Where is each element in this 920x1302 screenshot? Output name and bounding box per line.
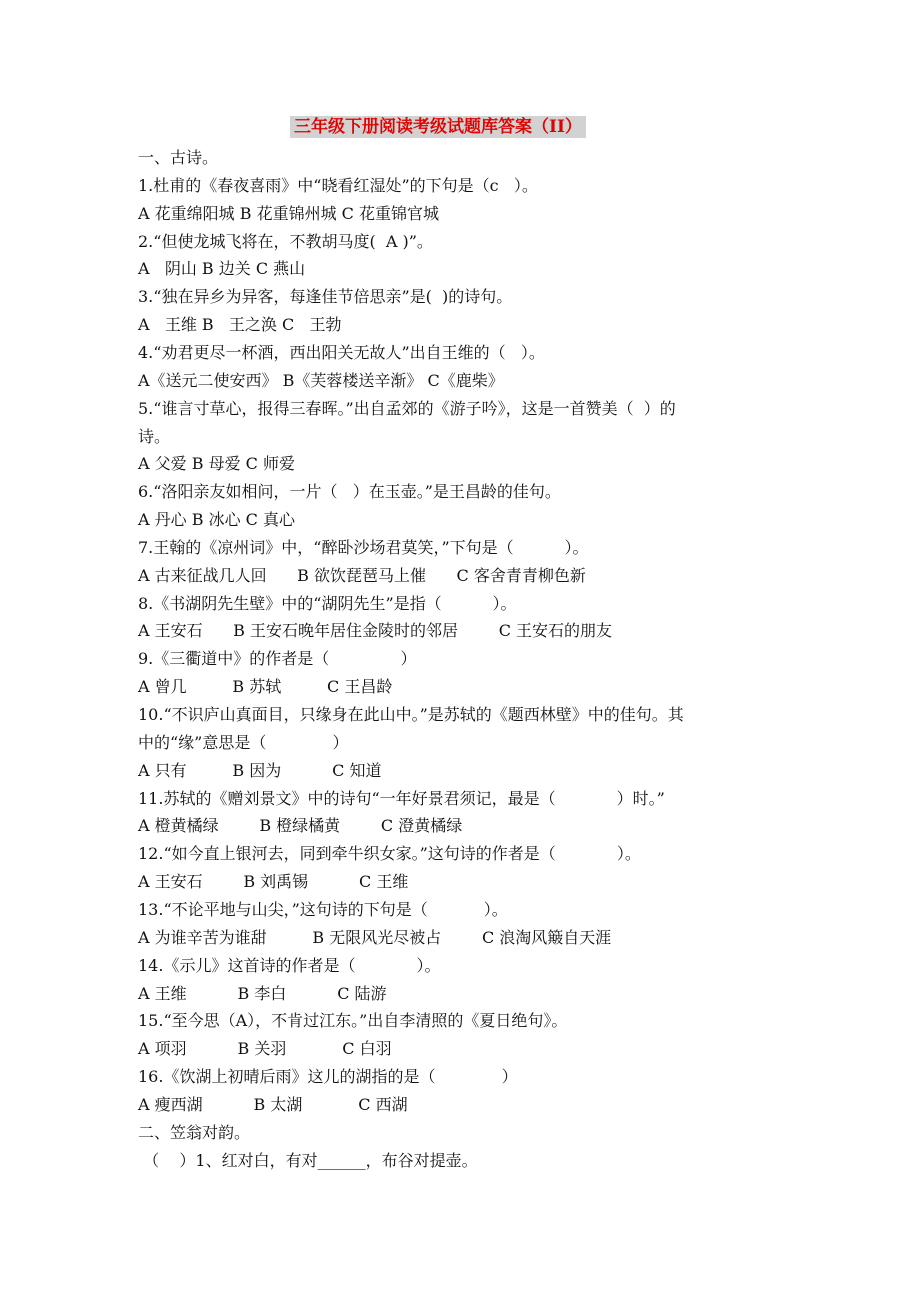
text-line: 16.《饮湖上初晴后雨》这儿的湖指的是（ ） xyxy=(138,1067,518,1087)
text-line: 诗。 xyxy=(138,426,171,446)
text-line: A 瘦西湖 B 太湖 C 西湖 xyxy=(138,1094,408,1114)
text-line: A 父爱 B 母爱 C 师爱 xyxy=(138,454,295,474)
text-line: A 为谁辛苦为谁甜 B 无限风光尽被占 C 浪淘风簸自天涯 xyxy=(138,927,612,947)
text-line: A 只有 B 因为 C 知道 xyxy=(138,760,382,780)
text-line: （ ）1、红对白，有对______，布谷对提壶。 xyxy=(138,1150,478,1170)
text-line: 10.“不识庐山真面目，只缘身在此山中。”是苏轼的《题西林壁》中的佳句。其 xyxy=(138,705,684,724)
text-line: 12.“如今直上银河去，同到牵牛织女家。”这句诗的作者是（ ）。 xyxy=(138,844,641,864)
text-line: 13.“不论平地与山尖，”这句诗的下句是（ ）。 xyxy=(138,899,508,919)
text-line: A 王安石 B 王安石晚年居住金陵时的邻居 C 王安石的朋友 xyxy=(138,621,613,641)
text-line: 9.《三衢道中》的作者是（ ） xyxy=(138,649,417,669)
text-line: A 丹心 B 冰心 C 真心 xyxy=(138,510,295,530)
text-line: A 王维 B 王之涣 C 王勃 xyxy=(138,315,342,335)
text-line: A 古来征战几人回 B 欲饮琵琶马上催 C 客舍青青柳色新 xyxy=(138,565,586,585)
text-line: A 阴山 B 边关 C 燕山 xyxy=(138,259,306,279)
text-line: A 王安石 B 刘禹锡 C 王维 xyxy=(138,872,409,892)
text-line: 二、笠翁对韵。 xyxy=(138,1122,251,1142)
text-line: 4.“劝君更尽一杯酒，西出阳关无故人”出自王维的（ ）。 xyxy=(138,342,545,362)
text-line: 14.《示儿》这首诗的作者是（ ）。 xyxy=(138,955,441,975)
text-line: 2.“但使龙城飞将在，不教胡马度( A )”。 xyxy=(138,231,433,251)
text-line: 6.“洛阳亲友如相问，一片（ ）在玉壶。”是王昌龄的佳句。 xyxy=(138,482,561,502)
text-line: 8.《书湖阴先生壁》中的“湖阴先生”是指（ ）。 xyxy=(138,593,517,613)
text-line: 15.“至今思（A），不肯过江东。”出自李清照的《夏日绝句》。 xyxy=(138,1011,568,1031)
text-line: 一、古诗。 xyxy=(138,148,219,167)
text-line: 7.王翰的《凉州词》中，“醉卧沙场君莫笑，”下句是（ ）。 xyxy=(138,537,589,557)
text-line: 1.杜甫的《春夜喜雨》中“晓看红湿处”的下句是（c ）。 xyxy=(138,175,538,195)
text-line: 11.苏轼的《赠刘景文》中的诗句“一年好景君须记，最是（ ）时。” xyxy=(138,788,665,808)
text-line: A 曾几 B 苏轼 C 王昌龄 xyxy=(138,677,393,697)
text-line: 3.“独在异乡为异客，每逢佳节倍思亲”是( )的诗句。 xyxy=(138,287,513,307)
text-line: 5.“谁言寸草心，报得三春晖。”出自孟郊的《游子吟》，这是一首赞美（ ）的 xyxy=(138,398,676,418)
text-line: A《送元二使安西》 B《芙蓉楼送辛渐》 C《鹿柴》 xyxy=(138,370,504,390)
text-line: A 项羽 B 关羽 C 白羽 xyxy=(138,1039,392,1059)
text-line: A 橙黄橘绿 B 橙绿橘黄 C 澄黄橘绿 xyxy=(138,816,463,836)
text-line: A 花重绵阳城 B 花重锦州城 C 花重锦官城 xyxy=(138,203,439,223)
text-line: A 王维 B 李白 C 陆游 xyxy=(138,983,387,1003)
text-line: 中的“缘”意思是（ ） xyxy=(138,732,349,752)
document-title: 三年级下册阅读考级试题库答案（II） xyxy=(290,116,586,138)
